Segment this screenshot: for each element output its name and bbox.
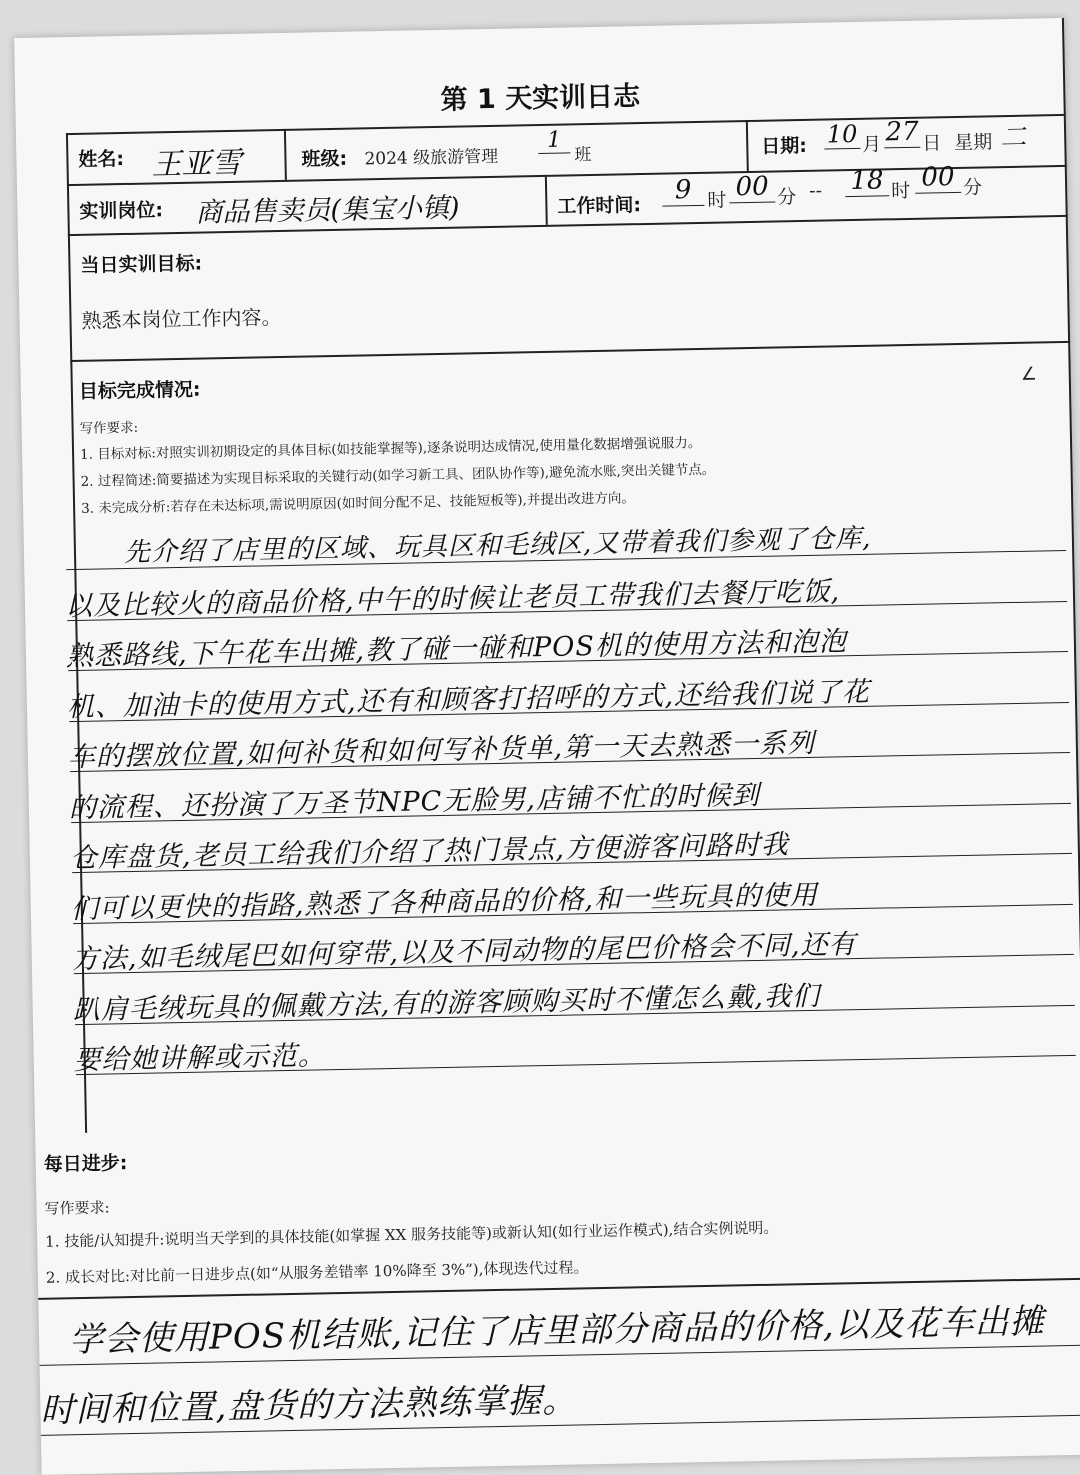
row-divider (70, 341, 1070, 362)
progress-req-2: 2. 成长对比:对比前一日进步点(如“从服务差错率 10%降至 3%”),体现迭代过程。 (45, 1258, 589, 1287)
completion-req-2: 2. 过程简述:简要描述为实现目标采取的关键行动(如学习新工具、团队协作等),避免流水账,突出关键节点。 (80, 461, 716, 490)
progress-line: 时间和位置,盘货的方法熟练掌握。 (40, 1380, 578, 1431)
cell-divider (545, 175, 548, 225)
end-minute-unit: 分 (962, 176, 983, 199)
class-number: 1 (538, 127, 570, 154)
start-minute: 00 (729, 171, 776, 203)
log-sheet (14, 18, 1080, 1475)
post-value: 商品售卖员(集宝小镇) (195, 192, 460, 229)
completion-req-3: 3. 未完成分析:若存在未达标项,需说明原因(如时间分配不足、技能短板等),并提出改进方向。 (80, 490, 636, 517)
date-day-unit: 日 (922, 132, 942, 155)
date-label: 日期: (761, 134, 808, 158)
name-label: 姓名: (78, 147, 125, 171)
time-dash: -- (808, 179, 823, 202)
weekday-value: 二 (999, 122, 1027, 154)
completion-line: 以及比较火的商品价格,中午的时候让老员工带我们去餐厅吃饭, (64, 575, 841, 622)
date-day: 27 (885, 116, 919, 148)
goal-label: 当日实训目标: (80, 252, 203, 277)
completion-line: 仓库盘货,老员工给我们介绍了热门景点,方便游客问路时我 (69, 829, 790, 875)
completion-line: 的流程、还扮演了万圣节NPC无脸男,店铺不忙的时候到 (68, 779, 761, 824)
completion-line: 趴肩毛绒玩具的佩戴方法,有的游客顾购买时不懂怎么戴,我们 (72, 980, 821, 1026)
completion-line: 车的摆放位置,如何补货和如何写补货单,第一天去熟悉一系列 (67, 727, 816, 774)
class-prefix: 2024 级旅游管理 (364, 146, 499, 170)
date-month-unit: 月 (862, 133, 882, 156)
completion-label: 目标完成情况: (78, 378, 201, 403)
cell-divider (746, 120, 749, 171)
completion-line: 们可以更快的指路,熟悉了各种商品的价格,和一些玩具的使用 (70, 879, 819, 925)
progress-req-title: 写作要求: (44, 1198, 110, 1218)
post-label: 实训岗位: (79, 199, 164, 223)
end-minute: 00 (915, 162, 962, 194)
completion-req-title: 写作要求: (79, 419, 139, 437)
goal-text: 熟悉本岗位工作内容。 (81, 304, 282, 333)
cell-divider (284, 129, 287, 180)
page-title: 第 1 天实训日志 (440, 81, 641, 116)
worktime-label: 工作时间: (557, 194, 642, 218)
completion-line: 熟悉路线,下午花车出摊,教了碰一碰和POS机的使用方法和泡泡 (65, 626, 848, 673)
weekday-label: 星期 (954, 131, 993, 155)
completion-req-1: 1. 目标对标:对照实训初期设定的具体目标(如技能掌握等),逐条说明达成情况,使用量化数据增强说服力。 (79, 434, 702, 463)
progress-req-1: 1. 技能/认知提升:说明当天学到的具体技能(如掌握 XX 服务技能等)或新认知(如行业运作模式),结合实例说明。 (45, 1218, 779, 1251)
pen-mark: ∠ (1020, 363, 1038, 385)
end-hour-unit: 时 (890, 179, 911, 203)
completion-line: 要给她讲解或示范。 (73, 1040, 326, 1077)
completion-line: 机、加油卡的使用方式,还有和顾客打招呼的方式,还给我们说了花 (66, 676, 871, 723)
name-value: 王亚雪 (151, 145, 242, 183)
completion-line: 先介绍了店里的区域、玩具区和毛绒区,又带着我们参观了仓库, (123, 523, 872, 569)
date-month: 10 (824, 120, 861, 150)
start-hour: 9 (662, 175, 705, 207)
minute-unit: 分 (777, 186, 797, 209)
class-suffix: 班 (574, 145, 592, 166)
progress-line: 学会使用POS机结账,记住了店里部分商品的价格,以及花车出摊 (68, 1301, 1045, 1361)
end-hour: 18 (845, 165, 890, 197)
progress-label: 每日进步: (43, 1152, 128, 1176)
hour-unit: 时 (707, 189, 727, 212)
class-label: 班级: (301, 147, 348, 171)
completion-line: 方法,如毛绒尾巴如何穿带,以及不同动物的尾巴价格会不同,还有 (71, 929, 857, 976)
